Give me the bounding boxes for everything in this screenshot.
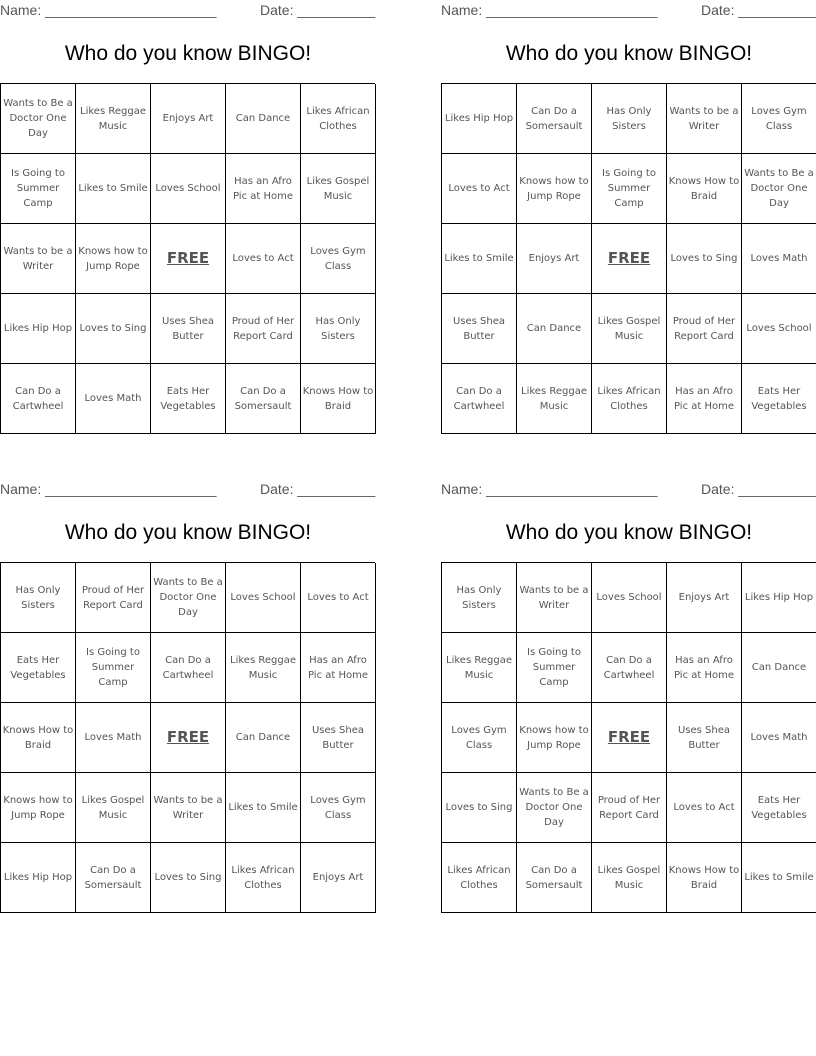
bingo-grid xyxy=(0,83,375,434)
bingo-cell: Loves Math xyxy=(742,224,816,294)
card-header xyxy=(441,479,816,499)
bingo-cell: Has an Afro Pic at Home xyxy=(226,154,301,224)
bingo-cell: Loves to Act xyxy=(301,563,376,633)
bingo-cell: Can Do a Somersault xyxy=(226,364,301,434)
bingo-cell: Wants to Be a Doctor One Day xyxy=(517,773,592,843)
bingo-cell: Eats Her Vegetables xyxy=(151,364,226,434)
bingo-cell: Likes African Clothes xyxy=(592,364,667,434)
bingo-cell: Is Going to Summer Camp xyxy=(517,633,592,703)
bingo-cell: Loves Gym Class xyxy=(301,773,376,843)
bingo-cell: Uses Shea Butter xyxy=(151,294,226,364)
bingo-card-1 xyxy=(0,0,376,440)
bingo-cell: Knows How to Braid xyxy=(1,703,76,773)
bingo-cell: Can Do a Cartwheel xyxy=(442,364,517,434)
bingo-cell: Wants to be a Writer xyxy=(667,84,742,154)
bingo-cell: Likes Gospel Music xyxy=(76,773,151,843)
bingo-cell: Proud of Her Report Card xyxy=(226,294,301,364)
bingo-cell: Likes African Clothes xyxy=(226,843,301,913)
bingo-cell: Loves to Sing xyxy=(667,224,742,294)
bingo-cell: Enjoys Art xyxy=(667,563,742,633)
bingo-cell: Knows How to Braid xyxy=(667,154,742,224)
bingo-cell: Is Going to Summer Camp xyxy=(76,633,151,703)
bingo-cell: Likes Reggae Music xyxy=(76,84,151,154)
card-header xyxy=(441,0,816,20)
bingo-cell: Likes Gospel Music xyxy=(592,843,667,913)
bingo-cell: Likes Hip Hop xyxy=(1,294,76,364)
name-field-label: Name: ______________________ xyxy=(0,2,217,18)
bingo-cell: Loves School xyxy=(742,294,816,364)
free-space: FREE xyxy=(592,224,667,294)
bingo-cell: Eats Her Vegetables xyxy=(742,364,816,434)
bingo-cell: Loves Gym Class xyxy=(742,84,816,154)
bingo-cell: Proud of Her Report Card xyxy=(592,773,667,843)
card-title: Who do you know BINGO! xyxy=(505,42,753,65)
bingo-cell: Likes to Smile xyxy=(226,773,301,843)
bingo-cell: Is Going to Summer Camp xyxy=(1,154,76,224)
bingo-cell: Can Do a Cartwheel xyxy=(592,633,667,703)
bingo-cell: Has Only Sisters xyxy=(1,563,76,633)
bingo-cell: Can Do a Somersault xyxy=(76,843,151,913)
bingo-cell: Enjoys Art xyxy=(151,84,226,154)
bingo-cell: Wants to be a Writer xyxy=(1,224,76,294)
bingo-cell: Likes African Clothes xyxy=(301,84,376,154)
bingo-cell: Loves School xyxy=(226,563,301,633)
card-title: Who do you know BINGO! xyxy=(64,521,312,544)
bingo-cell: Likes Hip Hop xyxy=(1,843,76,913)
bingo-cell: Proud of Her Report Card xyxy=(76,563,151,633)
free-space: FREE xyxy=(151,224,226,294)
card-header xyxy=(0,0,376,20)
card-header xyxy=(0,479,376,499)
bingo-cell: Has Only Sisters xyxy=(592,84,667,154)
bingo-cell: Uses Shea Butter xyxy=(301,703,376,773)
bingo-cell: Loves Math xyxy=(76,703,151,773)
bingo-cell: Can Dance xyxy=(226,84,301,154)
bingo-cell: Uses Shea Butter xyxy=(442,294,517,364)
bingo-cell: Likes Hip Hop xyxy=(442,84,517,154)
bingo-cell: Has an Afro Pic at Home xyxy=(667,633,742,703)
bingo-cell: Proud of Her Report Card xyxy=(667,294,742,364)
bingo-cell: Wants to be a Writer xyxy=(151,773,226,843)
bingo-cell: Likes Gospel Music xyxy=(592,294,667,364)
date-field-label: Date: __________ xyxy=(701,481,816,497)
bingo-cell: Has an Afro Pic at Home xyxy=(301,633,376,703)
bingo-cell: Can Dance xyxy=(742,633,816,703)
bingo-cell: Loves to Act xyxy=(667,773,742,843)
card-title: Who do you know BINGO! xyxy=(505,521,753,544)
bingo-cell: Loves Gym Class xyxy=(301,224,376,294)
bingo-cell: Knows How to Braid xyxy=(301,364,376,434)
bingo-card-4 xyxy=(441,479,816,919)
bingo-cell: Wants to Be a Doctor One Day xyxy=(742,154,816,224)
bingo-card-2 xyxy=(441,0,816,440)
bingo-cell: Likes African Clothes xyxy=(442,843,517,913)
bingo-cell: Loves School xyxy=(592,563,667,633)
bingo-cell: Wants to Be a Doctor One Day xyxy=(1,84,76,154)
bingo-cell: Loves Math xyxy=(742,703,816,773)
bingo-cell: Likes to Smile xyxy=(76,154,151,224)
bingo-grid xyxy=(441,83,816,434)
bingo-grid xyxy=(0,562,375,913)
bingo-cell: Wants to be a Writer xyxy=(517,563,592,633)
bingo-cell: Likes Hip Hop xyxy=(742,563,816,633)
bingo-cell: Eats Her Vegetables xyxy=(742,773,816,843)
name-field-label: Name: ______________________ xyxy=(0,481,217,497)
bingo-cell: Likes Gospel Music xyxy=(301,154,376,224)
bingo-cell: Likes to Smile xyxy=(742,843,816,913)
bingo-cell: Loves to Act xyxy=(442,154,517,224)
bingo-cell: Likes Reggae Music xyxy=(517,364,592,434)
date-field-label: Date: __________ xyxy=(260,481,376,497)
bingo-cell: Has an Afro Pic at Home xyxy=(667,364,742,434)
bingo-cell: Can Do a Cartwheel xyxy=(151,633,226,703)
bingo-cell: Wants to Be a Doctor One Day xyxy=(151,563,226,633)
bingo-cell: Can Dance xyxy=(517,294,592,364)
date-field-label: Date: __________ xyxy=(701,2,816,18)
bingo-cell: Uses Shea Butter xyxy=(667,703,742,773)
bingo-cell: Knows How to Braid xyxy=(667,843,742,913)
free-space: FREE xyxy=(592,703,667,773)
free-space: FREE xyxy=(151,703,226,773)
bingo-cell: Loves to Sing xyxy=(76,294,151,364)
card-title: Who do you know BINGO! xyxy=(64,42,312,65)
bingo-cell: Loves to Sing xyxy=(442,773,517,843)
bingo-cell: Is Going to Summer Camp xyxy=(592,154,667,224)
bingo-cell: Knows how to Jump Rope xyxy=(517,703,592,773)
name-field-label: Name: ______________________ xyxy=(441,481,658,497)
bingo-cell: Enjoys Art xyxy=(301,843,376,913)
name-field-label: Name: ______________________ xyxy=(441,2,658,18)
bingo-cell: Can Do a Somersault xyxy=(517,84,592,154)
bingo-cell: Knows how to Jump Rope xyxy=(517,154,592,224)
bingo-cell: Can Dance xyxy=(226,703,301,773)
bingo-cell: Loves School xyxy=(151,154,226,224)
bingo-grid xyxy=(441,562,816,913)
bingo-cell: Enjoys Art xyxy=(517,224,592,294)
bingo-cell: Can Do a Cartwheel xyxy=(1,364,76,434)
bingo-cell: Loves to Act xyxy=(226,224,301,294)
bingo-cell: Knows how to Jump Rope xyxy=(76,224,151,294)
bingo-cell: Has Only Sisters xyxy=(301,294,376,364)
bingo-cell: Likes Reggae Music xyxy=(226,633,301,703)
bingo-cell: Can Do a Somersault xyxy=(517,843,592,913)
bingo-cell: Has Only Sisters xyxy=(442,563,517,633)
bingo-card-3 xyxy=(0,479,376,919)
bingo-cell: Knows how to Jump Rope xyxy=(1,773,76,843)
bingo-cell: Loves to Sing xyxy=(151,843,226,913)
date-field-label: Date: __________ xyxy=(260,2,376,18)
bingo-cell: Eats Her Vegetables xyxy=(1,633,76,703)
bingo-cell: Loves Math xyxy=(76,364,151,434)
bingo-cell: Likes to Smile xyxy=(442,224,517,294)
bingo-cell: Likes Reggae Music xyxy=(442,633,517,703)
bingo-cell: Loves Gym Class xyxy=(442,703,517,773)
